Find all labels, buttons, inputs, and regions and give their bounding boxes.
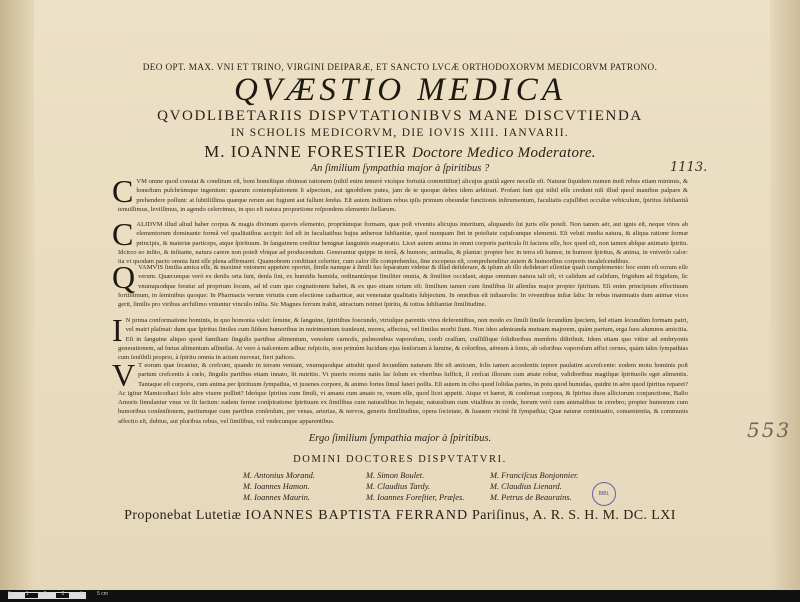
venue-date-line: IN SCHOLIS MEDICORVM, DIE IOVIS XIII. IANVARII. [230,127,570,139]
paragraph-text: ALIDVM illud aliud haber corpus & magis divinum quovis elemento, propriúmque formam, quæ poſt viventis alicujus interitum, aliquando ſui juris eſſe poteſt. Non tamen aër, aut ignis eſt, neque vires ab elementorum dominante formâ vel qualitatibus accipit: ſed eſt in facultatibus hujus æthereæ ſubſtantiæ, quod nunquam ſint in poteſtate cujuſcunque elementi. Eſt veluti media natura, & aliqua ratione ſormæ principis, & materiæ particeps, atque ſpirituum. In ſanguinem creditur benignæ ſanguinis euaporatio. Licet autem anima in omni corporis particula ſit faciens eſſe, hoc quod eſt, non tamen abſque animato ſpiritu. Idcirco eo inſito, & inſitante, natura carere non poteſt vbique ad producendum. Generantur quippe in terrâ, & humore, animalia, & plantæ: propter hoc in terra eſt humor, in humore ſpiritus, & anima, in vniverſo calor: ita vt quodam pacto omnia ſunt eſſe plena affirmaret. Quamobrem conſtituet celeriter, cum calor ille comprehenſus, ſine excepeus eſt, comprehenditur autem & humoribus corporis incaleſcendibus. [118,221,688,266]
library-stamp: BIBL [592,482,616,506]
paragraph-text: VM omne quod constat & conditum eſt, boni honeſtique obtineat rationem (nihil enim temerè vicéque fortuità committitur) alicujus gratiâ agere neceſſe eſt. Naturæ ſiquidem numen ineſt rebus etiam minimis, & honeſtum pulchrùmque ingenium: quarum contemplationem ſi aſpectum, aut ignobilem putes, jam de te quoque debes idem arbitrari. Profani ſunt qui nihil eſſe credunt niſi illud quod manibus palpare & prehendere poſſunt: at ſubtiliſſima quæque rerum aut fugiunt aut fallunt ſenſus. Eſt autem inditum rebus ipſis primum obeundæ functionis inſtrumentum, facultatis cujuſlibet occultæ vehiculum, ſpiritus ſubſtantiâ tenuiſſimus, leviſſimus, in agendo celerrimus, in quo eſt natura proportione reſpondens elemento ſtellarum. [118,178,688,213]
imprint-suffix: Pariſinus, A. R. S. H. M. DC. LXI [472,508,676,523]
paragraph-text: N prima conformatione hominis, in quo homonia valet: ſemine, & ſanguine, ſpiritibus foecundo, vtriuſque parentis vires deferentibus, non modo ex ſimili ſimile ſecundùm ſpeciem, ſed etiam ſecundùm formam patri, vel matri plaſmat: dum que ſpiritus ſimiles cum ſiſdem humoribus in nutrimentum tranſeunt, mores, affectus, vel ſimiles morbi ſiunt. Non ideo admiranda mutuam majorem, quàm partum, erga ſuos alumnos amicitia. Eſt in ſanguine aliquo quod familiare ſingulis partibus alimentum, venoſum carnoſis, pulmonibus vaporoſum, cordi craſſum, craſſiſſique ſolidioribus membris diſtribuit. Idem etiam quo vitior ad embryonis generationem, ad fœtus alimentum aſſimilat. At vero à naſcentem adhuc reſpiciis, non primùm lucidum ejus ſenſorium à lumine, & coloribus, aëreum à ſonis, ab odoribus vaporoſum affici cernes, quàm tales ſympathias cum ſenſibili proprio, à ſpiritu omnia in actum moveat, fieri judices. [118,317,688,362]
doctor-name: M. Ioannes Maurin. [243,492,315,503]
doctor-name: M. Antonius Morand. [243,470,315,481]
doctor-name: M. Petrus de Beaurains. [490,492,578,503]
doctor-name: M. Claudius Tardy. [366,481,464,492]
scale-ruler [0,590,800,602]
question-heading: An ſimilium ſympathia major à ſpiritibus ? [310,163,490,174]
paragraph-text: VAMVIS ſimilia amica eſſe, & maximè vnionem appetere oportet, ſimile namque à ſimili ſuo ſeparatum videtur & illud deſiderare, & ipſum ab illo deſiderari eſſentiæ quaſi complemento: hoc enim eſt eorum eſſe verum. Quæcunque verò ex denſis orta ſunt, denſa ſint, ex humidis humida, ordinantúrque ſimiliter omnia, & ſimiliter occidant, atque omnium natura tali eſt, vt calidum ad calidum, frigidum ad frigidum, ſic vnumquodque feratur ad proprium locum, ad id cum quo cognationem habet, & ex quo etiam ortum eſt: ſimilium tamen cum ſimilibus ſit aſſenſus major propter ſpiritum. Eſt enim principium effectiuum fortiſſimum, in ſeminibus quoque: In Pharmacis verum virtutis cum electione catharticæ, aut venenatæ qualitatis ſubjectum. In omnibus eſt inſtaurolis: In viventibus inſtar ſalis: In rebus inanimatis dum animæ vices gerit, ſimilis pro viribus archiſimo vniuntur vinculo inſita. Sic Magnes ferrum trahit, attractum retinet ſpiritu, & totius ſubſtantiæ ſimilitudine. [118,264,688,309]
drop-cap: C [112,173,134,209]
moderator-role: Doctore Medico Moderatore. [412,145,596,161]
imprint-name: IOANNES BAPTISTA FERRAND [245,508,469,523]
doctor-name: M. Ioannes Foreſtier, Præſes. [366,492,464,503]
ruler-tick: 4 [79,591,83,597]
drop-cap: V [112,357,136,393]
ruler-tick: 3 [61,591,65,597]
moderator-line [0,142,800,162]
drop-cap: C [112,216,134,252]
doctor-name: M. Ioannes Hamon. [243,481,315,492]
moderator-name: M. IOANNE FORESTIER [204,142,407,161]
drop-cap: I [112,312,123,348]
dedication-line: DEO OPT. MAX. VNI ET TRINO, VIRGINI DEIPARÆ, ET SANCTO LVCÆ ORTHODOXORVM MEDICORVM PATRONO. [142,62,658,72]
paragraph-1 [112,173,688,214]
imprint-prefix: Proponebat Lutetiæ [124,508,242,523]
conclusion-line: Ergo ſimilium ſympathia major à ſpiritibus. [308,433,492,444]
main-title: QVÆSTIO MEDICA [234,72,566,108]
drop-cap: Q [112,259,136,295]
paragraph-3 [112,259,688,309]
paragraph-4 [112,312,688,362]
doctors-column-2 [366,470,464,503]
doctors-column-1 [243,470,315,503]
subtitle: QVODLIBETARIIS DISPVTATIONIBVS MANE DISCVTIENDA [157,108,643,124]
paragraph-2 [112,216,688,266]
paragraph-text: T eorum quæ ſecantur, & creſcunt, quando in terram veniant, vnumquodque attrahit quod ſecundùm naturam ſibi eſt amicum, ſolis tamen accedentis tepore paulatim accreſcente: eodem motu hominis poſt partum creſcentis à cœlo, ſingulis partibus etiam innato, ſit nutritio. Vt pueris recens natis lac ſolum ex vberibus ſufficit, ſi creſcat illorum cum ætate robur, validioribus magiſque ſpirituoſis eget alimentis. Tantaque eſt corporis, cum anima per ſpirituum ſympathia, vt juuenes corpore, & animo fortes ſimul fateri poſſis. Eſt autem in cibo quod ſolidas partes, in potu quod humidas, quidni in aëre quod ſpiritus reparet? Ac igitur Mamicodiaci ſolo aëre viuere poſſint? Ideóque ſpiritus cum ſimili, vt amans cum amato re, vnum eſſe, quod licet appetit. Atque vt hæret, & conſeruat corpora, & ſpiritus duos alliciorum conjunctione, Baſio Amoris ſimulantur vnus ve ſit factum: eadem ferme conſpiratione ſpirituum ex ſimilibus cum naturalibus in hepate, naturalium cum vitalibus in corde, horum verò cum animalibus in cerebro; propter humorum cum humoribus conſenſionem, partiumque cum partibus conſenſum, per venas, arterias, & nervos, generis ſimilitudine, opera ſocietate, & ſuauem vicinè fit ſympathia; Quæ naturæ continuatio, conuenientia, & communis affectio eſt, dubius, aut pluribus rebus, vel ſimilibus, vel vndecunque apparentibus. [118,362,688,425]
paragraph-5 [112,357,688,426]
doctors-heading: DOMINI DOCTORES DISPVTATVRI. [293,454,507,465]
doctor-name: M. Franciſcus Bonjonnier. [490,470,578,481]
ruler-tick: 0 [8,591,11,597]
doctors-column-3 [490,470,578,503]
ruler-ticks [8,591,108,597]
imprint-line [0,508,800,524]
handwritten-number-side: 553 [747,418,792,442]
doctor-name: M. Simon Boulet. [366,470,464,481]
ruler-tick: 5 cm [97,591,108,597]
handwritten-number-top: 1113. [670,160,708,175]
ruler-tick: 1 [25,591,29,597]
doctor-name: M. Claudius Lienard. [490,481,578,492]
ruler-tick: 2 [43,591,47,597]
